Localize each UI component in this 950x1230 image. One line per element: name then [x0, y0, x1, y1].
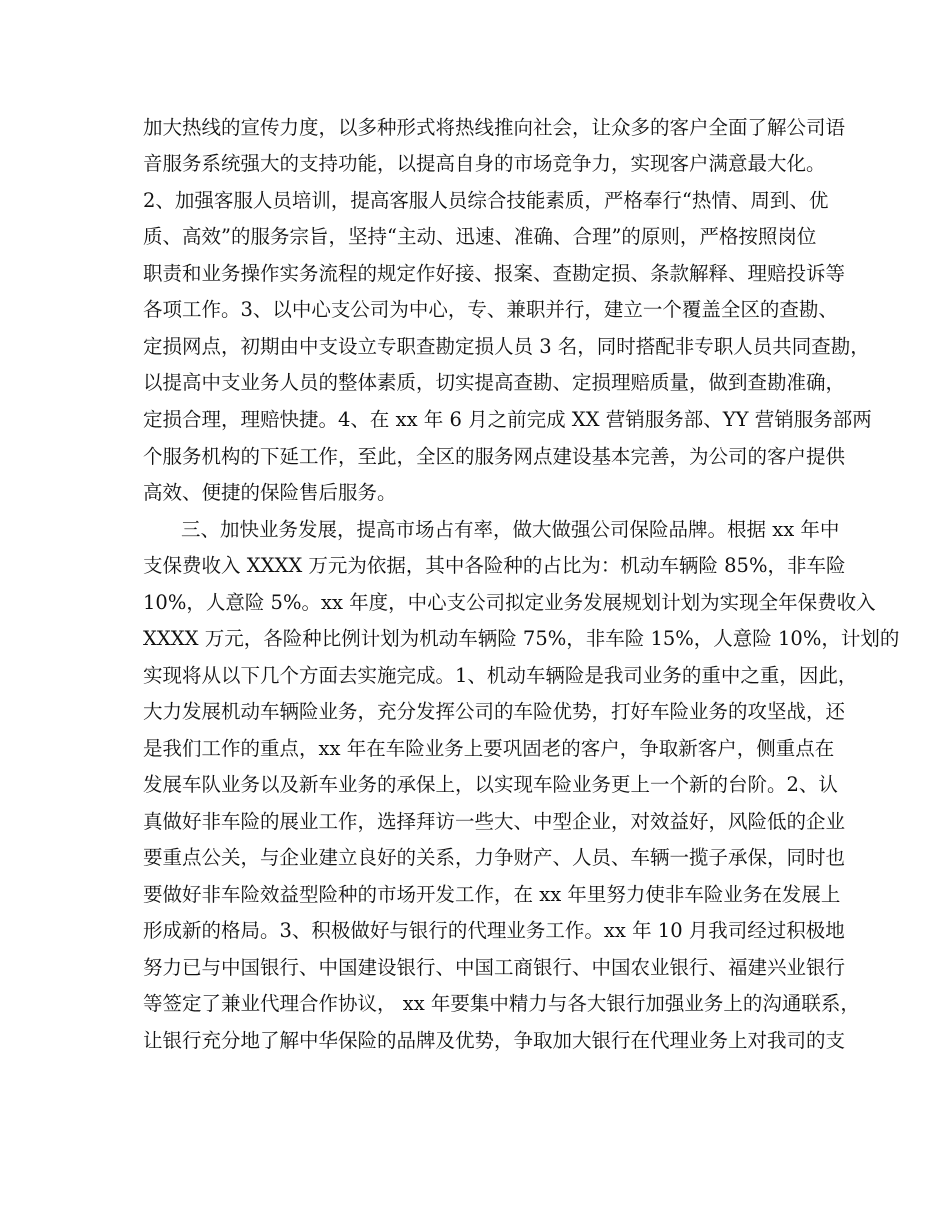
- text-line: 10%，人意险 5%。xx 年度，中心支公司拟定业务发展规划计划为实现全年保费收入: [143, 591, 876, 614]
- text-line: 质、高效”的服务宗旨，坚持“主动、迅速、准确、合理”的原则，严格按照岗位: [143, 225, 817, 248]
- text-line: 真做好非车险的展业工作，选择拜访一些大、中型企业，对效益好，风险低的企业: [143, 810, 846, 833]
- text-line: 发展车队业务以及新车业务的承保上，以实现车险业务更上一个新的台阶。2、认: [143, 773, 838, 796]
- text-line: 支保费收入 XXXX 万元为依据，其中各险种的占比为：机动车辆险 85%，非车险: [143, 554, 846, 577]
- text-line: 各项工作。3、以中心支公司为中心，专、兼职并行，建立一个覆盖全区的查勘、: [143, 298, 838, 321]
- text-line: 要重点公关，与企业建立良好的关系，力争财产、人员、车辆一揽子承保，同时也: [143, 846, 846, 869]
- text-line: 努力已与中国银行、中国建设银行、中国工商银行、中国农业银行、福建兴业银行: [143, 956, 846, 979]
- text-line: 高效、便捷的保险售后服务。: [143, 481, 397, 504]
- text-line: 让银行充分地了解中华保险的品牌及优势，争取加大银行在代理业务上对我司的支: [143, 1029, 846, 1052]
- text-line: 个服务机构的下延工作，至此，全区的服务网点建设基本完善，为公司的客户提供: [143, 445, 846, 468]
- text-line: XXXX 万元，各险种比例计划为机动车辆险 75%，非车险 15%，人意险 10%，计划的: [143, 627, 900, 650]
- text-line: 大力发展机动车辆险业务，充分发挥公司的车险优势，打好车险业务的攻坚战，还: [143, 700, 846, 723]
- text-line: 实现将从以下几个方面去实施完成。1、机动车辆险是我司业务的重中之重，因此，: [143, 664, 858, 687]
- text-line: 以提高中支业务人员的整体素质，切实提高查勘、定损理赔质量，做到查勘准确，: [143, 371, 846, 394]
- text-line: 职责和业务操作实务流程的规定作好接、报案、查勘定损、条款解释、理赔投诉等: [143, 262, 846, 285]
- text-line: 形成新的格局。3、积极做好与银行的代理业务工作。xx 年 10 月我司经过积极地: [143, 919, 845, 942]
- text-line: 定损合理，理赔快捷。4、在 xx 年 6 月之前完成 XX 营销服务部、YY 营销服务部两: [143, 408, 872, 431]
- text-line: 是我们工作的重点，xx 年在车险业务上要巩固老的客户，争取新客户，侧重点在: [143, 737, 835, 760]
- text-line: 音服务系统强大的支持功能，以提高自身的市场竞争力，实现客户满意最大化。: [143, 152, 826, 175]
- text-line: 等签定了兼业代理合作协议， xx 年要集中精力与各大银行加强业务上的沟通联系，: [143, 992, 860, 1015]
- text-line: 要做好非车险效益型险种的市场开发工作，在 xx 年里努力使非车险业务在发展上: [143, 883, 841, 906]
- text-line: 定损网点，初期由中支设立专职查勘定损人员 3 名，同时搭配非专职人员共同查勘，: [143, 335, 870, 358]
- section-heading-line: 三、加快业务发展，提高市场占有率，做大做强公司保险品牌。根据 xx 年中: [181, 518, 840, 541]
- text-line: 2、加强客服人员培训，提高客服人员综合技能素质，严格奉行“热情、周到、优: [143, 189, 829, 212]
- text-line: 加大热线的宣传力度，以多种形式将热线推向社会，让众多的客户全面了解公司语: [143, 116, 846, 139]
